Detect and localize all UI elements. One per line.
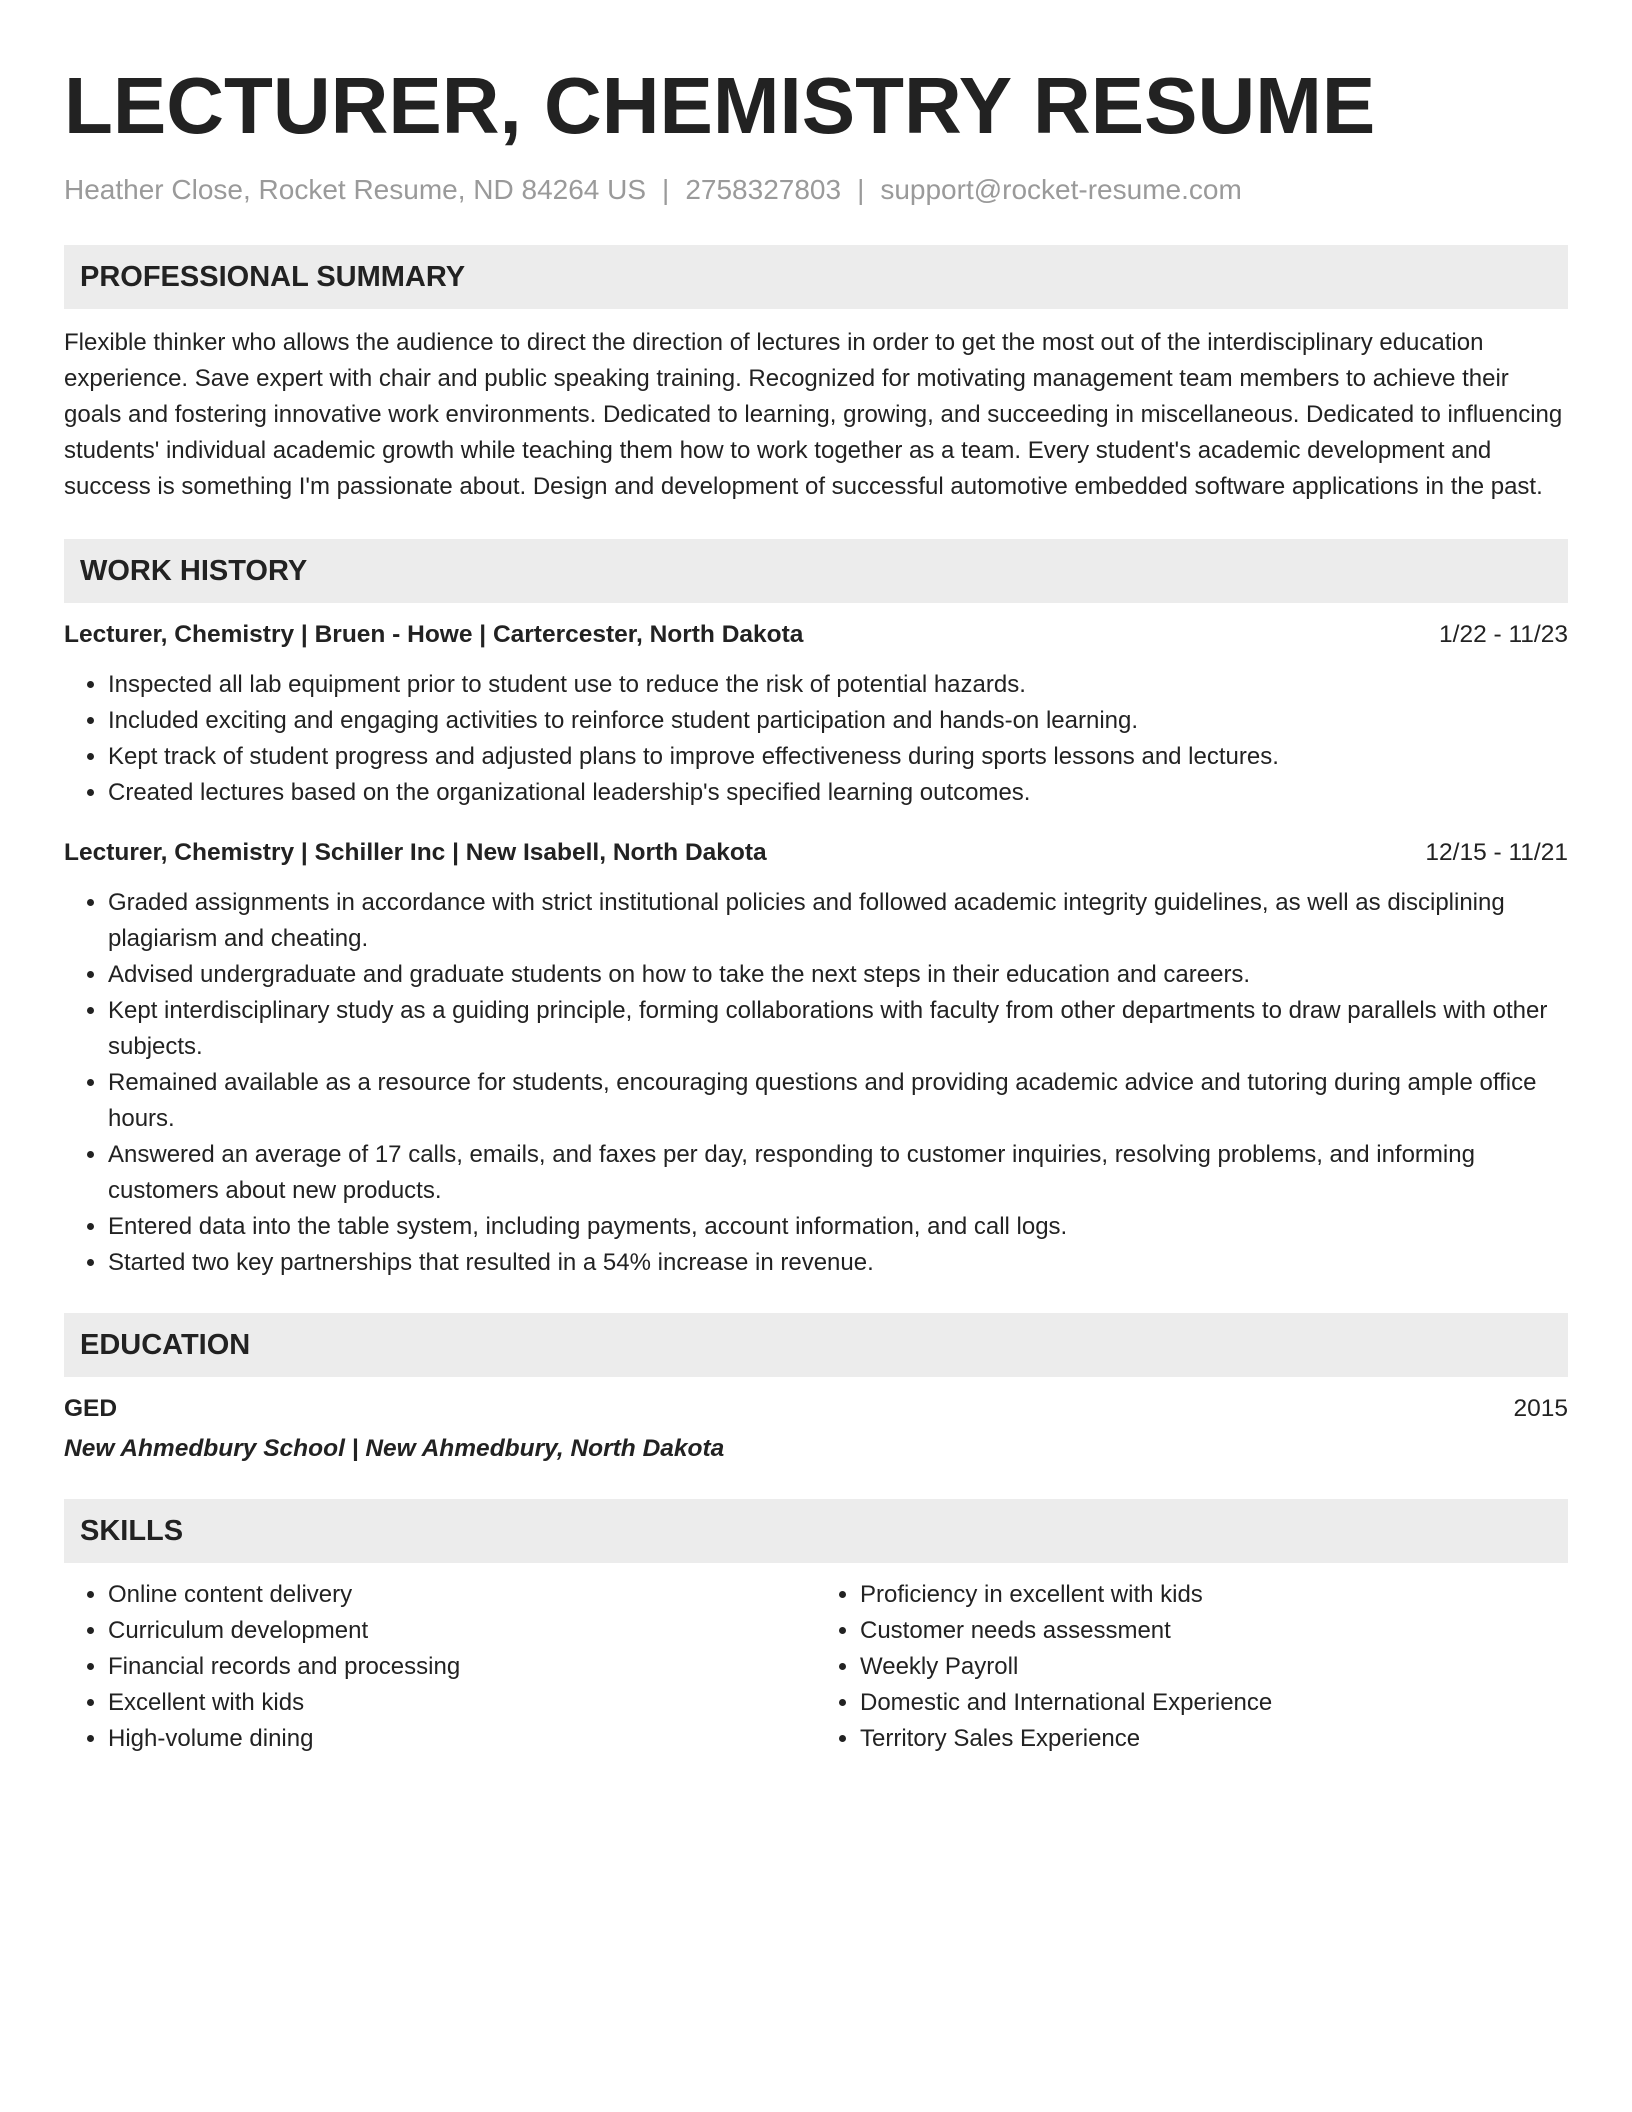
job-bullet: • Kept interdisciplinary study as a guiding principle, forming collaborations with faculty from other departments to draw parallels with other subjects. (108, 993, 1568, 1065)
job-bullet: • Inspected all lab equipment prior to student use to reduce the risk of potential hazards. (108, 667, 1568, 703)
contact-separator: | (857, 174, 865, 205)
education-degree: GED (64, 1395, 118, 1422)
job-bullet: • Remained available as a resource for students, encouraging questions and providing academic advice and tutoring during ample office hours. (108, 1065, 1568, 1137)
skills-list (64, 1577, 816, 1757)
skills-list (816, 1577, 1568, 1757)
job-header (64, 835, 1568, 871)
job-header (64, 617, 1568, 653)
contact-separator: | (662, 174, 670, 205)
skill-item: • Territory Sales Experience (860, 1721, 1568, 1757)
job-bullet: • Included exciting and engaging activities to reinforce student participation and hands-on learning. (108, 703, 1568, 739)
job-entry (64, 617, 1568, 811)
education-year: 2015 (1513, 1395, 1568, 1422)
resume-title: LECTURER, CHEMISTRY RESUME (64, 61, 1376, 150)
skill-item: • Excellent with kids (108, 1685, 816, 1721)
contact-email: support@rocket-resume.com (880, 174, 1242, 205)
contact-line (64, 172, 1568, 208)
job-bullet: • Kept track of student progress and adjusted plans to improve effectiveness during sports lessons and lectures. (108, 739, 1568, 775)
skill-item: • Proficiency in excellent with kids (860, 1577, 1568, 1613)
job-bullet: • Created lectures based on the organizational leadership's specified learning outcomes. (108, 775, 1568, 811)
education-header (64, 1391, 1568, 1427)
skill-item: • High-volume dining (108, 1721, 816, 1757)
skill-item: • Domestic and International Experience (860, 1685, 1568, 1721)
section-heading-education: EDUCATION (64, 1313, 1568, 1377)
job-bullet: • Entered data into the table system, including payments, account information, and call logs. (108, 1209, 1568, 1245)
job-title: Lecturer, Chemistry | Bruen - Howe | Cartercester, North Dakota (64, 621, 804, 648)
summary-text: Flexible thinker who allows the audience to direct the direction of lectures in order to get the most out of the interdisciplinary education experience. Save expert with chair and public speaking training. Recognized for motivating management team members to achieve their goals and fostering innovative work environments. Dedicated to learning, growing, and succeeding in miscellaneous. Dedicated to influencing students' individual academic growth while teaching them how to work together as a team. Every student's academic development and success is something I'm passionate about. Design and development of successful automotive embedded software applications in the past. (64, 329, 1563, 500)
job-entry (64, 835, 1568, 1281)
skill-item: • Online content delivery (108, 1577, 816, 1613)
contact-phone: 2758327803 (685, 174, 842, 205)
job-bullets (64, 667, 1568, 811)
job-title: Lecturer, Chemistry | Schiller Inc | New Isabell, North Dakota (64, 839, 767, 866)
section-heading-skills: SKILLS (64, 1499, 1568, 1563)
job-dates: 1/22 - 11/23 (1439, 621, 1568, 648)
contact-address: Heather Close, Rocket Resume, ND 84264 US (64, 174, 647, 205)
skills-column-left (64, 1577, 816, 1757)
education-school: New Ahmedbury School | New Ahmedbury, North Dakota (64, 1435, 725, 1462)
job-bullet: • Advised undergraduate and graduate students on how to take the next steps in their education and careers. (108, 957, 1568, 993)
job-bullet: • Started two key partnerships that resulted in a 54% increase in revenue. (108, 1245, 1568, 1281)
skill-item: • Curriculum development (108, 1613, 816, 1649)
education-entry (64, 1391, 1568, 1467)
job-bullet: • Answered an average of 17 calls, emails, and faxes per day, responding to customer inquiries, resolving problems, and informing customers about new products. (108, 1137, 1568, 1209)
job-bullets (64, 885, 1568, 1281)
job-bullet: • Graded assignments in accordance with strict institutional policies and followed academic integrity guidelines, as well as disciplining plagiarism and cheating. (108, 885, 1568, 957)
section-heading-summary: PROFESSIONAL SUMMARY (64, 245, 1568, 309)
skills-column-right (816, 1577, 1568, 1757)
skills-grid (64, 1577, 1568, 1757)
skill-item: • Customer needs assessment (860, 1613, 1568, 1649)
job-dates: 12/15 - 11/21 (1425, 839, 1568, 866)
section-heading-work-history: WORK HISTORY (64, 539, 1568, 603)
skill-item: • Weekly Payroll (860, 1649, 1568, 1685)
skill-item: • Financial records and processing (108, 1649, 816, 1685)
